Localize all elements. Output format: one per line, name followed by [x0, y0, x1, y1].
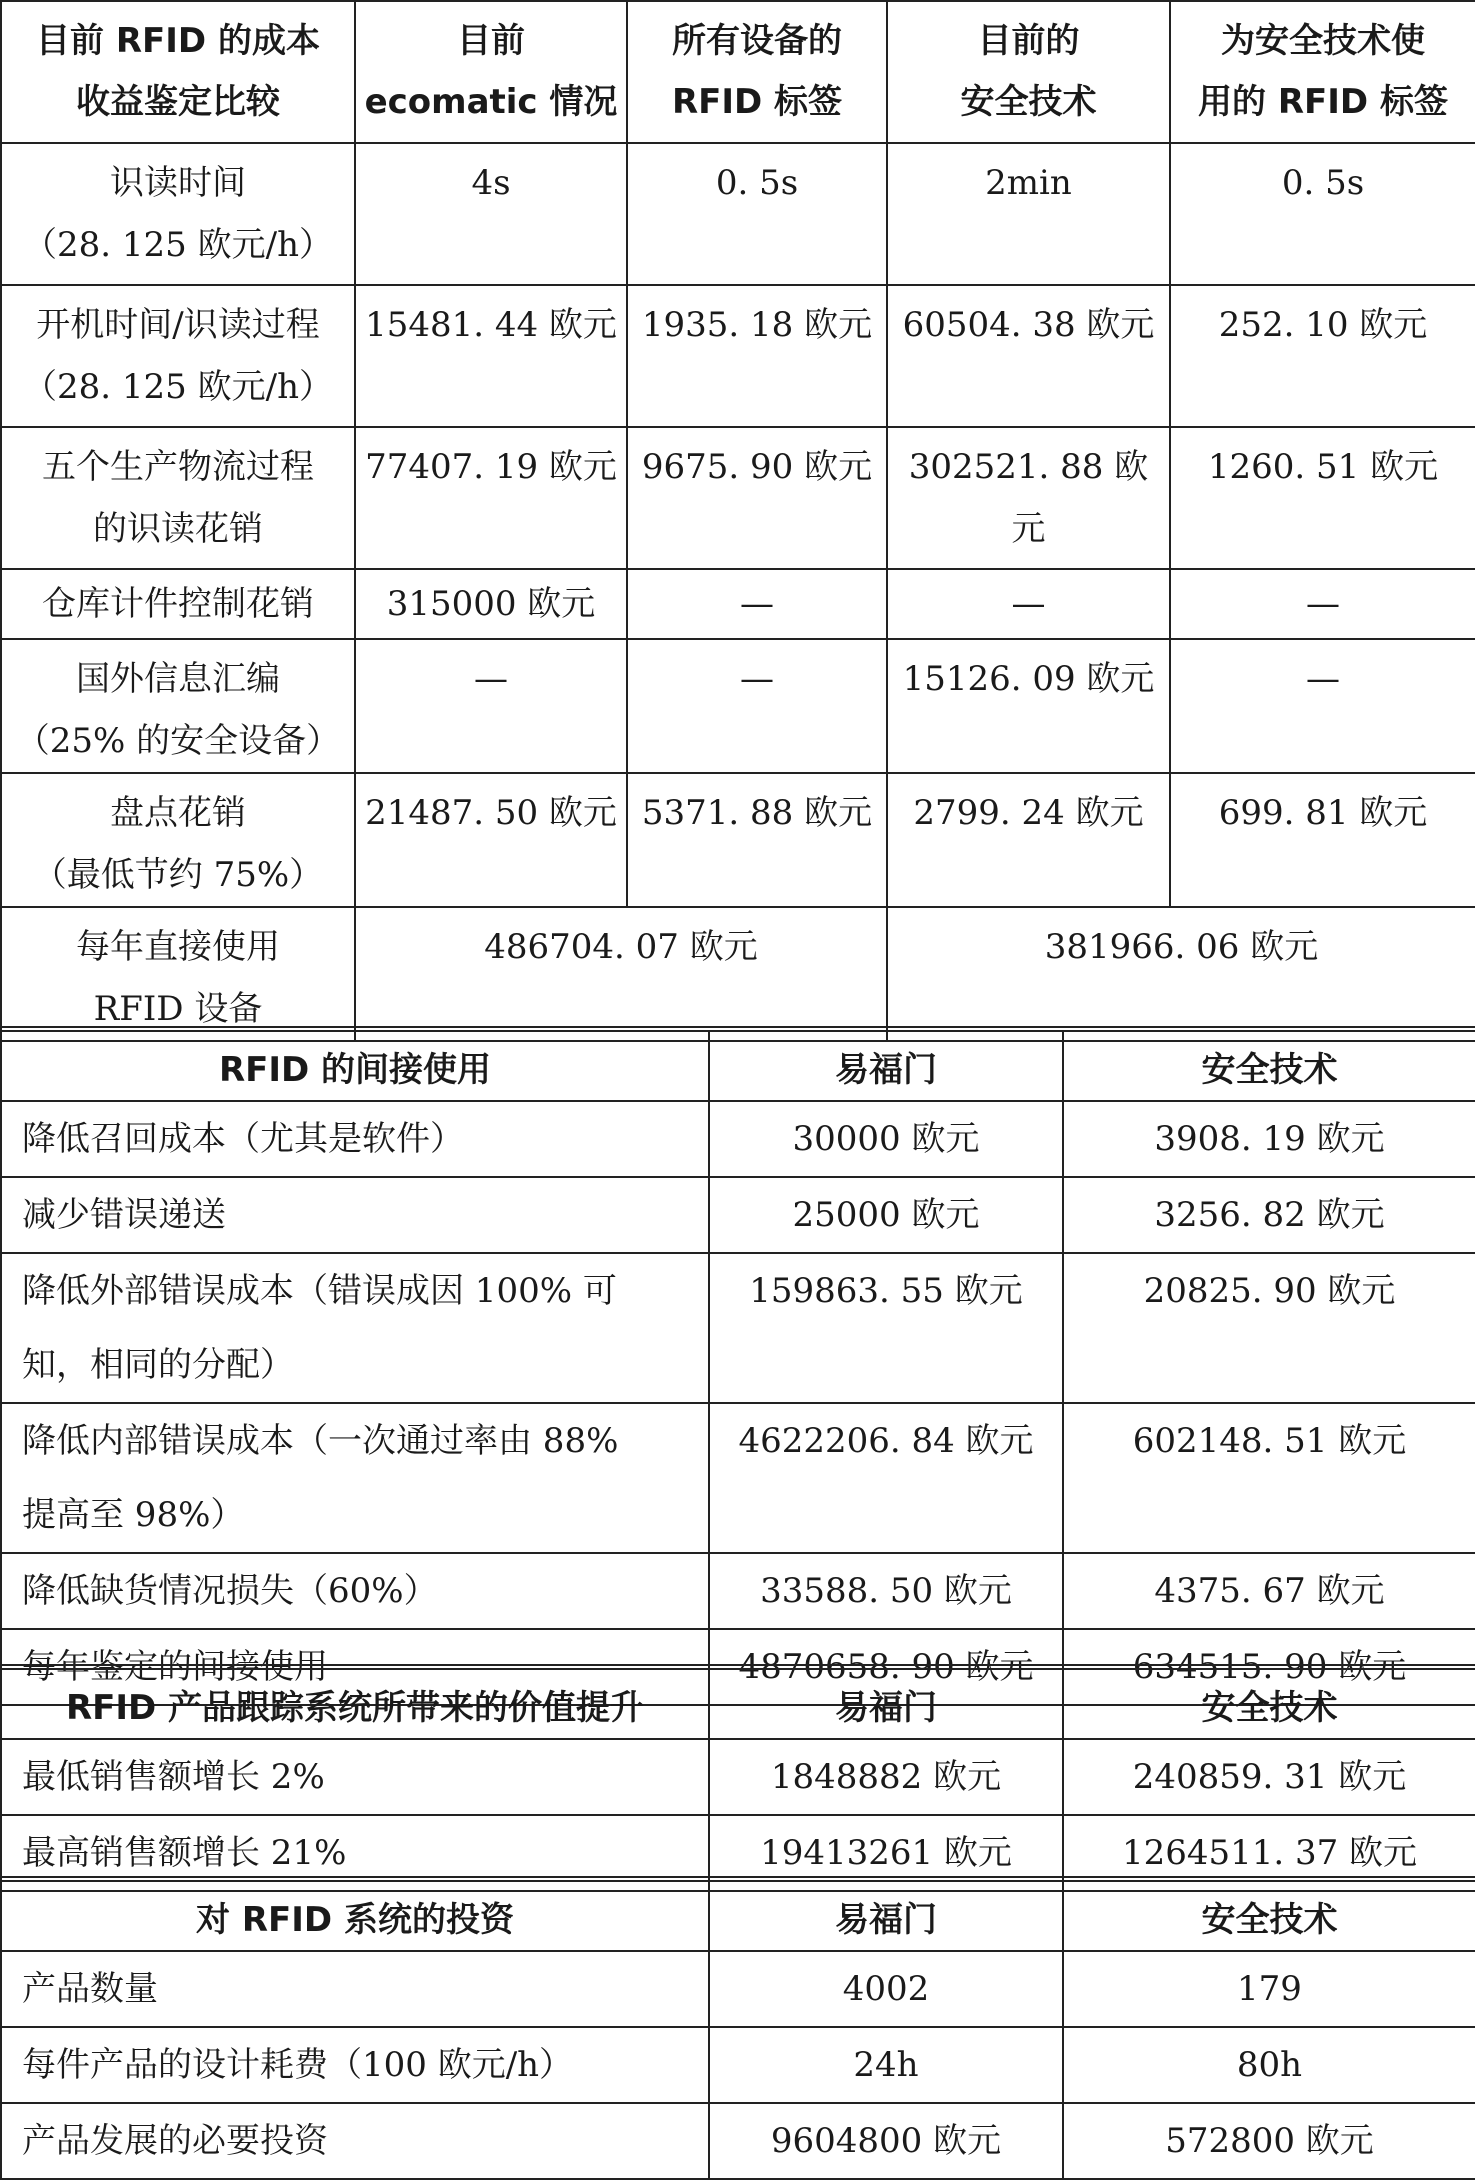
- row-label: 开机时间/识读过程 （28. 125 欧元/h）: [1, 285, 355, 427]
- header-cell: RFID 的间接使用: [1, 1029, 709, 1101]
- value-cell: 24h: [709, 2027, 1063, 2103]
- row-label: 每件产品的设计耗费（100 欧元/h）: [1, 2027, 709, 2103]
- value-cell: 4002: [709, 1951, 1063, 2027]
- value-cell: 572800 欧元: [1063, 2103, 1475, 2179]
- value-cell: 80h: [1063, 2027, 1475, 2103]
- table-row: [1, 1553, 1475, 1629]
- value-cell: 4622206. 84 欧元: [709, 1403, 1063, 1553]
- table-row: [1, 569, 1475, 639]
- value-cell: 33588. 50 欧元: [709, 1553, 1063, 1629]
- row-label: 五个生产物流过程 的识读花销: [1, 427, 355, 569]
- value-cell: 15481. 44 欧元: [355, 285, 627, 427]
- table-row: [1, 907, 1475, 1041]
- table-row: [1, 1951, 1475, 2027]
- value-cell: 315000 欧元: [355, 569, 627, 639]
- value-cell: 19413261 欧元: [709, 1815, 1063, 1891]
- value-cell: 60504. 38 欧元: [887, 285, 1170, 427]
- value-cell: 30000 欧元: [709, 1101, 1063, 1177]
- value-cell: 2799. 24 欧元: [887, 773, 1170, 907]
- header-row: [1, 1, 1475, 143]
- table-row: [1, 1253, 1475, 1403]
- value-cell: 240859. 31 欧元: [1063, 1739, 1475, 1815]
- header-row: [1, 1879, 1475, 1951]
- table-row: [1, 639, 1475, 773]
- row-label: 国外信息汇编 （25% 的安全设备）: [1, 639, 355, 773]
- value-cell: 179: [1063, 1951, 1475, 2027]
- header-cell: 目前的 安全技术: [887, 1, 1170, 143]
- value-cell: 3908. 19 欧元: [1063, 1101, 1475, 1177]
- header-cell: 安全技术: [1063, 1879, 1475, 1951]
- header-cell: 易福门: [709, 1029, 1063, 1101]
- table-row: [1, 143, 1475, 285]
- value-cell: 302521. 88 欧元: [887, 427, 1170, 569]
- value-cell: 2min: [887, 143, 1170, 285]
- value-cell: 0. 5s: [627, 143, 887, 285]
- value-cell: 486704. 07 欧元: [355, 907, 887, 1041]
- header-row: [1, 1667, 1475, 1739]
- row-label: 最高销售额增长 21%: [1, 1815, 709, 1891]
- row-label: 产品发展的必要投资: [1, 2103, 709, 2179]
- investment-table: [0, 1876, 1475, 2180]
- header-cell: 为安全技术使 用的 RFID 标签: [1170, 1, 1475, 143]
- value-cell: 252. 10 欧元: [1170, 285, 1475, 427]
- row-label: 每年鉴定的间接使用: [1, 1629, 709, 1705]
- value-cell: 699. 81 欧元: [1170, 773, 1475, 907]
- value-cell: —: [1170, 569, 1475, 639]
- value-cell: 4s: [355, 143, 627, 285]
- value-cell: 9604800 欧元: [709, 2103, 1063, 2179]
- value-cell: 159863. 55 欧元: [709, 1253, 1063, 1403]
- table-row: [1, 1403, 1475, 1553]
- header-cell: 所有设备的 RFID 标签: [627, 1, 887, 143]
- table-row: [1, 1101, 1475, 1177]
- table-row: [1, 2027, 1475, 2103]
- value-cell: 21487. 50 欧元: [355, 773, 627, 907]
- header-cell: 易福门: [709, 1879, 1063, 1951]
- value-cell: 0. 5s: [1170, 143, 1475, 285]
- table-row: [1, 427, 1475, 569]
- value-cell: 1848882 欧元: [709, 1739, 1063, 1815]
- value-cell: 5371. 88 欧元: [627, 773, 887, 907]
- value-cell: —: [627, 569, 887, 639]
- row-label: 仓库计件控制花销: [1, 569, 355, 639]
- value-cell: —: [355, 639, 627, 773]
- value-cell: 4375. 67 欧元: [1063, 1553, 1475, 1629]
- table-row: [1, 285, 1475, 427]
- cost-benefit-table: [0, 0, 1475, 1042]
- row-label: 降低内部错误成本（一次通过率由 88% 提高至 98%）: [1, 1403, 709, 1553]
- header-cell: 目前 ecomatic 情况: [355, 1, 627, 143]
- row-label: 降低外部错误成本（错误成因 100% 可 知，相同的分配）: [1, 1253, 709, 1403]
- header-cell: 目前 RFID 的成本 收益鉴定比较: [1, 1, 355, 143]
- table-row: [1, 773, 1475, 907]
- value-improvement-table: [0, 1664, 1475, 1892]
- value-cell: 20825. 90 欧元: [1063, 1253, 1475, 1403]
- table-row: [1, 2103, 1475, 2179]
- row-label: 减少错误递送: [1, 1177, 709, 1253]
- value-cell: 15126. 09 欧元: [887, 639, 1170, 773]
- header-cell: 安全技术: [1063, 1029, 1475, 1101]
- table-row: [1, 1739, 1475, 1815]
- table-row: [1, 1177, 1475, 1253]
- value-cell: 1264511. 37 欧元: [1063, 1815, 1475, 1891]
- value-cell: 77407. 19 欧元: [355, 427, 627, 569]
- value-cell: 1935. 18 欧元: [627, 285, 887, 427]
- value-cell: 25000 欧元: [709, 1177, 1063, 1253]
- value-cell: —: [1170, 639, 1475, 773]
- row-label: 最低销售额增长 2%: [1, 1739, 709, 1815]
- row-label: 每年直接使用 RFID 设备: [1, 907, 355, 1041]
- value-cell: —: [627, 639, 887, 773]
- header-cell: 对 RFID 系统的投资: [1, 1879, 709, 1951]
- header-cell: 安全技术: [1063, 1667, 1475, 1739]
- value-cell: 4870658. 90 欧元: [709, 1629, 1063, 1705]
- value-cell: 1260. 51 欧元: [1170, 427, 1475, 569]
- row-label: 识读时间 （28. 125 欧元/h）: [1, 143, 355, 285]
- row-label: 产品数量: [1, 1951, 709, 2027]
- row-label: 降低召回成本（尤其是软件）: [1, 1101, 709, 1177]
- indirect-use-table: [0, 1026, 1475, 1706]
- header-row: [1, 1029, 1475, 1101]
- row-label: 盘点花销 （最低节约 75%）: [1, 773, 355, 907]
- value-cell: 602148. 51 欧元: [1063, 1403, 1475, 1553]
- value-cell: —: [887, 569, 1170, 639]
- value-cell: 381966. 06 欧元: [887, 907, 1475, 1041]
- value-cell: 9675. 90 欧元: [627, 427, 887, 569]
- header-cell: 易福门: [709, 1667, 1063, 1739]
- header-cell: RFID 产品跟踪系统所带来的价值提升: [1, 1667, 709, 1739]
- value-cell: 3256. 82 欧元: [1063, 1177, 1475, 1253]
- row-label: 降低缺货情况损失（60%）: [1, 1553, 709, 1629]
- value-cell: 634515. 90 欧元: [1063, 1629, 1475, 1705]
